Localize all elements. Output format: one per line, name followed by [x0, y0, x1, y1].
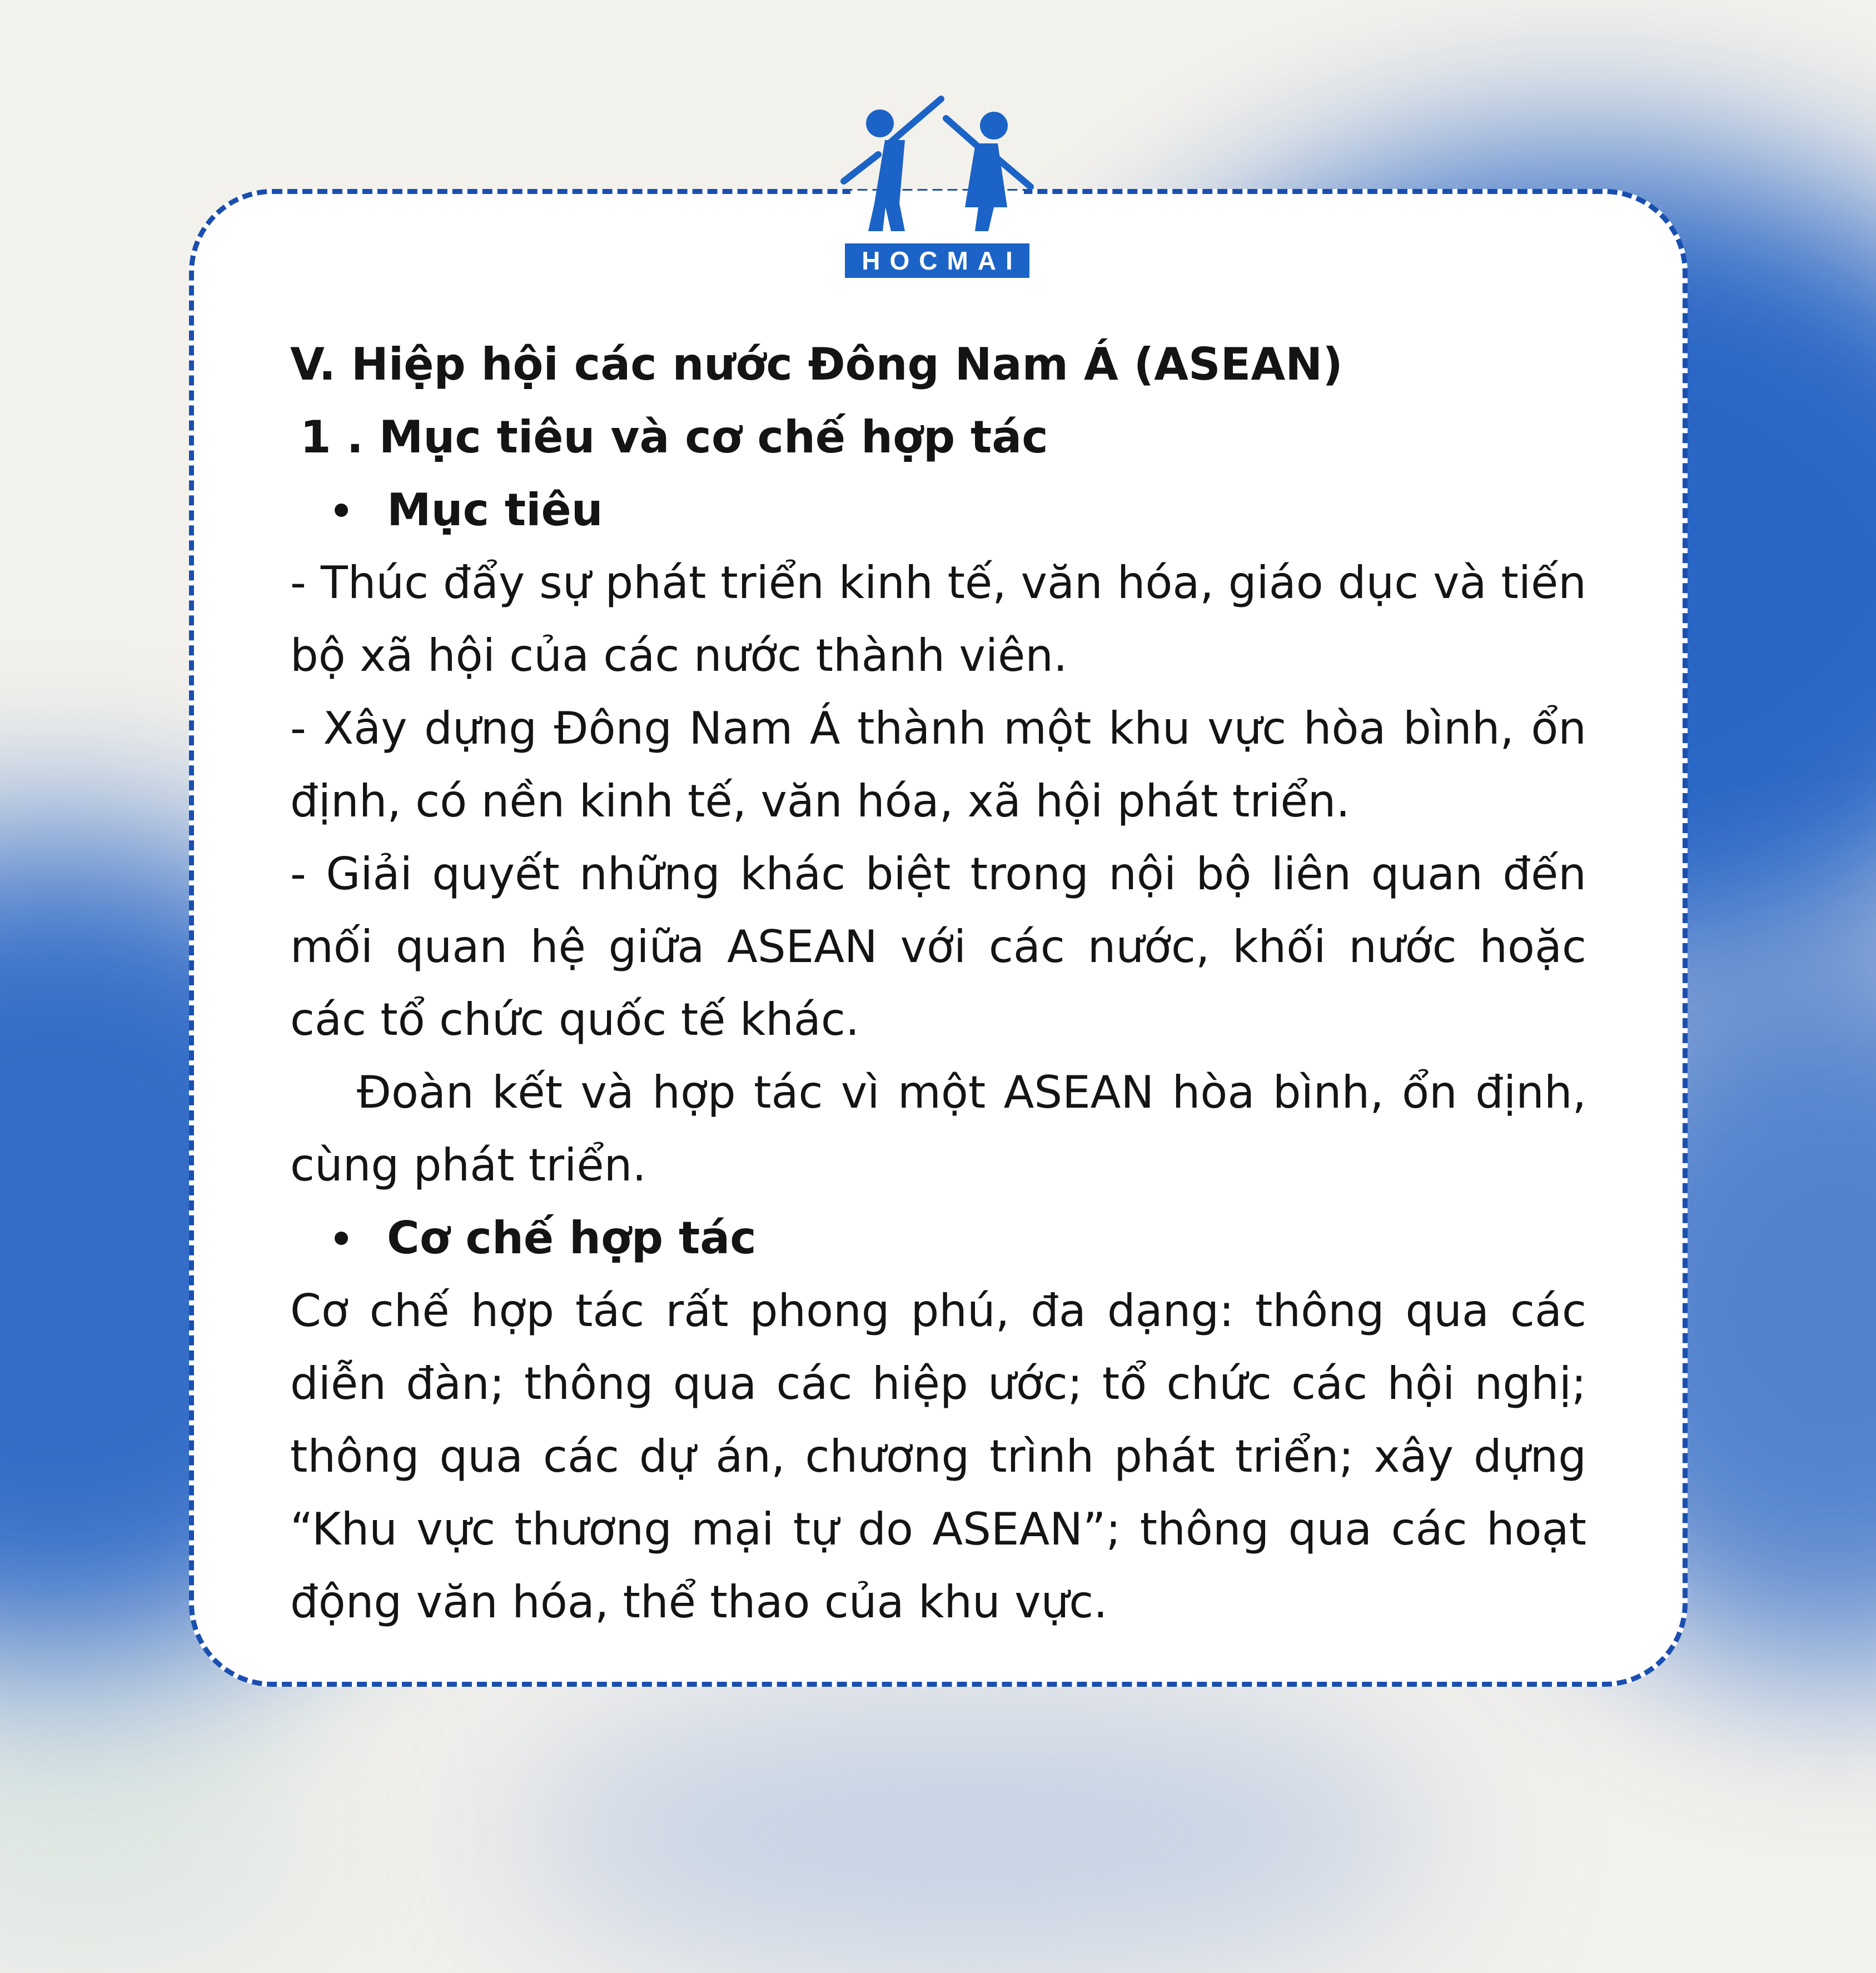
- bullet-label: Mục tiêu: [387, 484, 603, 536]
- document-body: [290, 328, 1586, 1638]
- bullet-heading-goals: [290, 474, 1586, 546]
- bullet-label: Cơ chế hợp tác: [387, 1212, 757, 1264]
- section-heading: 1 . Mục tiêu và cơ chế hợp tác: [300, 411, 1048, 463]
- paragraph-mechanism: Cơ chế hợp tác rất phong phú, đa dạng: thông qua các diễn đàn; thông qua các hiệp ước; tổ chức các hội nghị; thông qua các dự án, chương trình phát triển; xây dựng “Khu vực thương mại tự do ASEAN”; thông qua các hoạt động văn hóa, thể thao của khu vực.: [290, 1285, 1586, 1628]
- background-blob: [500, 1695, 1445, 1973]
- background-blob: [0, 1695, 334, 1973]
- paragraph-goal-1: - Thúc đẩy sự phát triển kinh tế, văn hóa, giáo dục và tiến bộ xã hội của các nước thành viên.: [290, 557, 1586, 681]
- hocmai-logo: [839, 93, 1035, 282]
- paragraph-goal-2: - Xây dựng Đông Nam Á thành một khu vực hòa bình, ổn định, có nền kinh tế, văn hóa, xã hội phát triển.: [290, 702, 1586, 827]
- bullet-icon: [335, 1232, 348, 1245]
- page-title: V. Hiệp hội các nước Đông Nam Á (ASEAN): [290, 338, 1343, 390]
- bullet-heading-mechanism: [290, 1202, 1586, 1274]
- bullet-icon: [335, 504, 348, 517]
- paragraph-summary: Đoàn kết và hợp tác vì một ASEAN hòa bình, ổn định, cùng phát triển.: [290, 1067, 1586, 1191]
- paragraph-goal-3: - Giải quyết những khác biệt trong nội bộ liên quan đến mối quan hệ giữa ASEAN với các nước, khối nước hoặc các tổ chức quốc tế khác.: [290, 848, 1586, 1045]
- logo-text: HOCMAI: [845, 243, 1029, 278]
